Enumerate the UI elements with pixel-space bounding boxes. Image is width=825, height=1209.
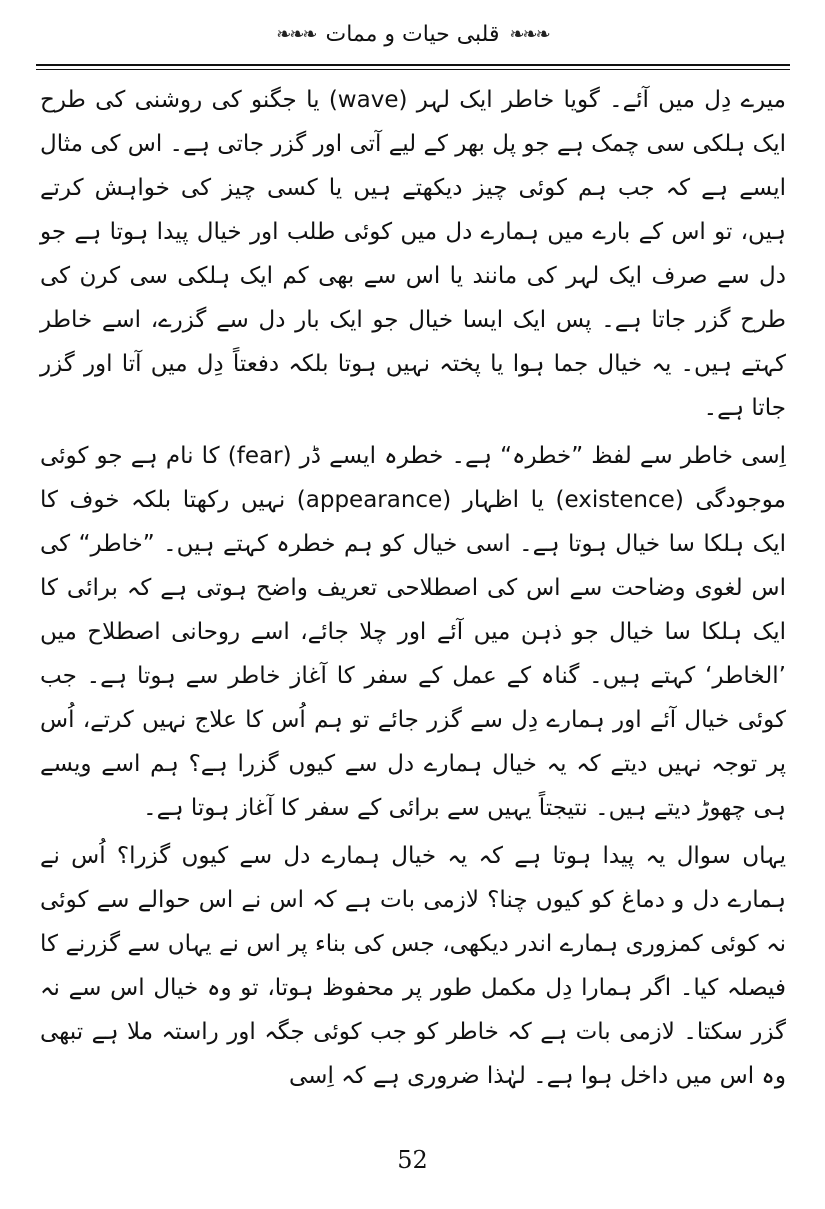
header-title: قلبی حیات و ممات — [325, 22, 500, 47]
paragraph-1: میرے دِل میں آئے۔ گویا خاطر ایک لہر (wave) یا جگنو کی روشنی کی طرح ایک ہلکی سی چمک ہے جو پل بھر کے لیے آتی اور گزر جاتی ہے۔ اس کی مثال ایسے ہے کہ جب ہم کوئی چیز دیکھتے ہیں یا کسی چیز کی خواہش کرتے ہیں، تو اس کے بارے میں ہمارے دل میں کوئی طلب اور خیال پیدا ہوتا ہے جو دل سے صرف ایک لہر کی مانند یا اس سے بھی کم ایک ہلکی سی کرن کی طرح گزر جاتا ہے۔ پس ایک ایسا خیال جو ایک بار دل سے گزرے، اسے خاطر کہتے ہیں۔ یہ خیال جما ہوا یا پختہ نہیں ہوتا بلکہ دفعتاً دِل میں آتا اور گزر جاتا ہے۔ — [40, 87, 786, 421]
paragraph-3: یہاں سوال یہ پیدا ہوتا ہے کہ یہ خیال ہمارے دل سے کیوں گزرا؟ اُس نے ہمارے دل و دماغ کو کیوں چنا؟ لازمی بات ہے کہ اس نے اس حوالے سے کوئی نہ کوئی کمزوری ہمارے اندر دیکھی، جس کی بناء پر اس نے یہاں سے گزرنے کا فیصلہ کیا۔ اگر ہمارا دِل مکمل طور پر محفوظ ہوتا، تو وہ خیال اس سے نہ گزر سکتا۔ لازمی بات ہے کہ خاطر کو جب کوئی جگہ اور راستہ ملا ہے تبھی وہ اس میں داخل ہوا ہے۔ لہٰذا ضروری ہے کہ اِسی — [40, 843, 786, 1089]
ornament-left-icon: ❧❧❧ — [509, 24, 549, 45]
running-header — [0, 22, 825, 47]
header-rule-thick — [36, 64, 790, 66]
header-rule-thin — [36, 69, 790, 70]
page-body — [40, 78, 786, 1102]
header-line — [276, 22, 548, 47]
page-number: 52 — [397, 1146, 428, 1174]
ornament-right-icon: ❧❧❧ — [276, 24, 316, 45]
paragraph-2: اِسی خاطر سے لفظ ”خطرہ“ ہے۔ خطرہ ایسے ڈر (fear) کا نام ہے جو کوئی موجودگی (existence) یا اظہار (appearance) نہیں رکھتا بلکہ خوف کا ایک ہلکا سا خیال ہوتا ہے۔ اسی خیال کو ہم خطرہ کہتے ہیں۔ ”خاطر“ کی اس لغوی وضاحت سے اس کی اصطلاحی تعریف واضح ہوتی ہے کہ برائی کا ایک ہلکا سا خیال جو ذہن میں آئے اور چلا جائے، اسے روحانی اصطلاح میں ’الخاطر‘ کہتے ہیں۔ گناہ کے عمل کے سفر کا آغاز خاطر سے ہوتا ہے۔ جب کوئی خیال آئے اور ہمارے دِل سے گزر جائے تو ہم اُس کا علاج نہیں کرتے، اُس پر توجہ نہیں دیتے کہ یہ خیال ہمارے دل سے کیوں گزرا ہے؟ ہم اسے ویسے ہی چھوڑ دیتے ہیں۔ نتیجتاً یہیں سے برائی کے سفر کا آغاز ہوتا ہے۔ — [40, 443, 786, 821]
